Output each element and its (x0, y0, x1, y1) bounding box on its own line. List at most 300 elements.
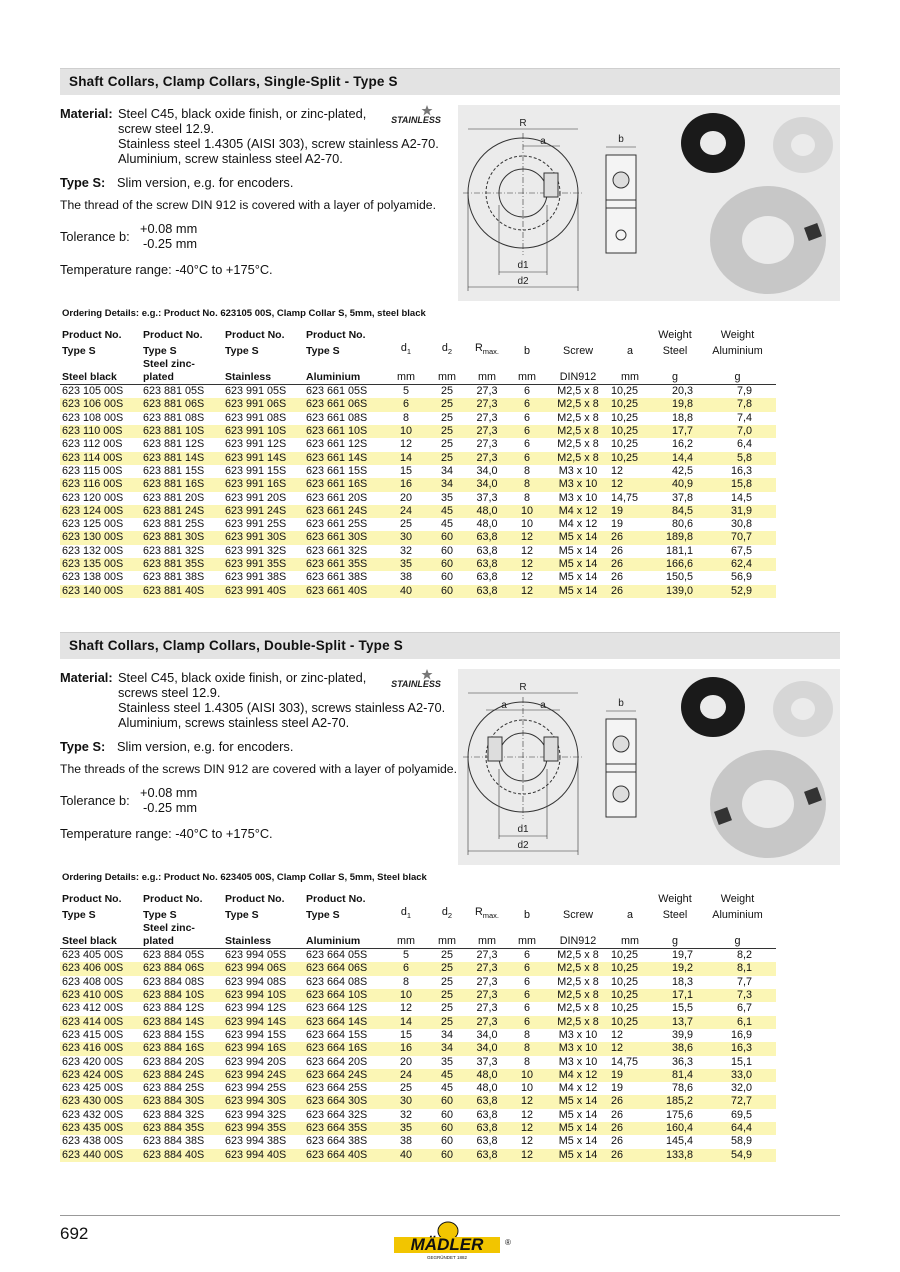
table-cell: 30,8 (730, 518, 752, 531)
table-cell: 20,3 (671, 385, 693, 398)
table-cell: 48,0 (467, 1069, 507, 1082)
table-cell: 623 991 16S (223, 478, 304, 491)
table-cell: 6,1 (699, 1016, 776, 1029)
table-cell: 10,25 (609, 989, 651, 1002)
table-cell: 623 994 38S (225, 1135, 287, 1148)
table-cell: M5 x 14 (547, 1122, 609, 1135)
column-header: a (626, 909, 633, 922)
table-cell: 25 (399, 1082, 412, 1095)
table-cell: 133,8 (651, 1149, 699, 1162)
table-cell: 42,5 (671, 464, 693, 477)
table-cell: 623 994 16S (223, 1042, 304, 1055)
table-cell: 63,8 (467, 1149, 507, 1162)
column-header: Product No. (306, 893, 366, 905)
table-cell: 19 (609, 1069, 651, 1082)
stainless-badge-icon (392, 104, 440, 128)
table-cell: 63,8 (467, 558, 507, 571)
table-cell: 623 664 25S (306, 1082, 368, 1095)
table-cell: 623 991 24S (223, 505, 304, 518)
table-cell: 623 405 00S (62, 949, 124, 962)
table-row (60, 1095, 776, 1108)
table-cell: 26 (611, 544, 624, 557)
column-header: mm (385, 358, 427, 385)
table-cell: 12 (507, 585, 547, 598)
table-row (60, 452, 776, 465)
column-header: Product No. (143, 329, 203, 341)
table-cell: 6 (523, 975, 530, 988)
table-cell: 8 (507, 478, 547, 491)
svg-text:GEGRÜNDET 1882: GEGRÜNDET 1882 (427, 1255, 467, 1260)
table-cell: 35 (385, 1122, 427, 1135)
table-row (60, 478, 776, 491)
technical-drawing (458, 105, 840, 301)
table-cell: 5 (402, 385, 409, 398)
table-cell: 25 (440, 385, 453, 398)
temperature-range: Temperature range: -40°C to +175°C. (60, 262, 273, 277)
table-cell: 160,4 (651, 1122, 699, 1135)
table-cell: 623 884 16S (141, 1042, 223, 1055)
column-header: Type S (143, 345, 177, 358)
table-row (60, 1122, 776, 1135)
column-header: b (523, 909, 530, 922)
column-header: Type S (225, 909, 259, 922)
table-cell: 623 135 00S (60, 558, 141, 571)
table-cell: 37,3 (476, 1055, 498, 1068)
table-cell: 25 (427, 425, 467, 438)
column-header (467, 893, 507, 906)
table-cell: 623 661 35S (304, 558, 385, 571)
table-cell: 34 (440, 464, 453, 477)
column-header: Type S (143, 909, 177, 922)
table-cell: 25 (427, 1016, 467, 1029)
table-cell: 623 125 00S (62, 518, 124, 531)
column-header: g (699, 358, 776, 385)
table-cell: 7,0 (699, 425, 776, 438)
column-header: Aluminium (304, 922, 385, 949)
table-cell: 60 (440, 571, 453, 584)
table-cell: 40,9 (651, 478, 699, 491)
table-cell: 70,7 (699, 531, 776, 544)
table-cell: 35 (440, 1055, 453, 1068)
table-cell: 24 (385, 1069, 427, 1082)
column-header: Steel (662, 909, 688, 922)
table-cell: 12 (520, 544, 533, 557)
table-cell: 623 991 32S (225, 544, 287, 557)
table-cell: M5 x 14 (547, 558, 609, 571)
table-cell: 27,3 (467, 425, 507, 438)
section-title: Shaft Collars, Clamp Collars, Single-Split - Type S (60, 68, 840, 95)
table-cell: 5,8 (699, 452, 776, 465)
table-cell: M5 x 14 (547, 585, 609, 598)
table-cell: 14,5 (730, 491, 752, 504)
table-cell: 623 994 08S (225, 975, 287, 988)
table-cell: 623 664 30S (304, 1095, 385, 1108)
table-cell: 623 881 38S (143, 571, 205, 584)
table-cell: M3 x 10 (558, 464, 598, 477)
table-cell: 150,5 (665, 571, 693, 584)
table-cell: 60 (427, 1122, 467, 1135)
column-header: g (699, 922, 776, 949)
table-cell: 45 (440, 1082, 453, 1095)
dim-d2: d2 (517, 840, 529, 851)
table-cell: 27,3 (467, 398, 507, 411)
table-row (60, 505, 776, 518)
table-cell: 18,8 (671, 411, 693, 424)
collar-photos (681, 113, 833, 294)
table-cell: 81,4 (651, 1069, 699, 1082)
table-cell: 623 881 24S (141, 505, 223, 518)
table-cell: 26 (609, 1122, 651, 1135)
column-header: $d_2$ (441, 342, 453, 357)
column-header (467, 329, 507, 342)
column-header (427, 893, 467, 906)
table-row (60, 571, 776, 584)
table-cell: M5 x 14 (547, 531, 609, 544)
table-row (60, 989, 776, 1002)
table-cell: 6 (507, 452, 547, 465)
stainless-badge-icon (392, 668, 440, 692)
table-cell: 10,25 (609, 425, 651, 438)
table-cell: 623 991 20S (225, 491, 287, 504)
table-cell: 37,3 (476, 491, 498, 504)
table-cell: 10 (385, 425, 427, 438)
table-cell: 623 664 40S (304, 1149, 385, 1162)
table-cell: 145,4 (665, 1135, 693, 1148)
table-cell: 12 (507, 1149, 547, 1162)
page-number: 692 (60, 1224, 89, 1243)
table-cell: 8,1 (699, 962, 776, 975)
table-cell: 45 (427, 505, 467, 518)
section-title: Shaft Collars, Clamp Collars, Double-Split - Type S (60, 632, 840, 659)
table-cell: 16 (385, 1042, 427, 1055)
table-cell: 623 994 24S (223, 1069, 304, 1082)
table-cell: 10,25 (611, 975, 639, 988)
column-header: $R_{max.}$ (474, 906, 500, 921)
table-cell: 58,9 (730, 1135, 752, 1148)
table-cell: 623 661 05S (306, 385, 368, 398)
table-cell: 64,4 (699, 1122, 776, 1135)
table-cell: 14 (385, 452, 427, 465)
table-cell: 30 (385, 531, 427, 544)
column-header: b (523, 345, 530, 358)
column-header: Weight (720, 329, 755, 341)
table-cell: 623 994 32S (225, 1108, 287, 1121)
table-cell: 623 106 00S (60, 398, 141, 411)
table-cell: 36,3 (671, 1055, 693, 1068)
table-cell: 623 884 24S (141, 1069, 223, 1082)
table-cell: 623 991 35S (223, 558, 304, 571)
table-cell: 623 408 00S (62, 975, 124, 988)
table-cell: 48,0 (467, 505, 507, 518)
table-cell: 623 881 14S (141, 452, 223, 465)
table-cell: 6 (523, 438, 530, 451)
table-cell: 48,0 (476, 518, 498, 531)
table-cell: 623 416 00S (60, 1042, 141, 1055)
table-cell: 27,3 (476, 975, 498, 988)
table-cell: 10,25 (609, 452, 651, 465)
table-cell: 623 991 12S (225, 438, 287, 451)
table-row (60, 1135, 776, 1148)
table-cell: 25 (440, 438, 453, 451)
svg-text:®: ® (505, 1238, 511, 1247)
table-cell: 623 991 15S (225, 464, 287, 477)
table-cell: 6,4 (736, 438, 752, 451)
table-cell: 623 884 12S (143, 1002, 205, 1015)
collar-photos (681, 677, 833, 858)
table-cell: 623 116 00S (60, 478, 141, 491)
table-cell: 25 (440, 949, 453, 962)
table-cell: 623 881 10S (141, 425, 223, 438)
table-cell: 10,25 (611, 438, 639, 451)
table-cell: 72,7 (699, 1095, 776, 1108)
table-cell: 63,8 (467, 585, 507, 598)
column-header (507, 329, 547, 342)
table-cell: 8 (523, 491, 530, 504)
table-cell: 623 664 12S (306, 1002, 368, 1015)
temperature-range: Temperature range: -40°C to +175°C. (60, 826, 273, 841)
table-cell: 45 (440, 518, 453, 531)
table-cell: 623 994 05S (225, 949, 287, 962)
table-cell: 623 438 00S (62, 1135, 124, 1148)
column-header: Screw (563, 909, 593, 922)
tolerance: Tolerance b: +0.08 mm -0.25 mm (60, 221, 198, 251)
thread-text: The threads of the screws DIN 912 are covered with a layer of polyamide. (60, 762, 457, 776)
table-cell: 623 664 24S (304, 1069, 385, 1082)
column-header: Type S (62, 345, 96, 358)
table-cell: 38 (399, 571, 412, 584)
table-cell: 12 (520, 1108, 533, 1121)
dim-d1: d1 (517, 824, 529, 835)
table-cell: 623 881 20S (143, 491, 205, 504)
table-cell: 623 881 32S (143, 544, 205, 557)
table-cell: 60 (440, 1108, 453, 1121)
table-cell: 6 (507, 962, 547, 975)
table-cell: 623 884 25S (143, 1082, 205, 1095)
column-header: $d_1$ (400, 342, 412, 357)
product-figure (458, 669, 840, 865)
table-cell: 18,3 (671, 975, 693, 988)
table-cell: 623 661 12S (306, 438, 368, 451)
column-header: mm (609, 358, 651, 385)
table-cell: 15 (399, 464, 412, 477)
table-row (60, 949, 776, 963)
dim-b: b (618, 134, 624, 145)
table-cell: 60 (427, 531, 467, 544)
table-cell: 175,6 (665, 1108, 693, 1121)
table-cell: 623 881 30S (141, 531, 223, 544)
table-cell: 6 (523, 411, 530, 424)
table-cell: 6 (507, 425, 547, 438)
table-cell: 623 105 00S (62, 385, 124, 398)
table-cell: 10,25 (611, 949, 639, 962)
dim-a-left: a (501, 700, 507, 711)
column-header (609, 893, 651, 906)
table-cell: 623 991 14S (223, 452, 304, 465)
column-header: Type S (306, 909, 340, 922)
table-cell: 623 994 10S (223, 989, 304, 1002)
column-header: g (651, 358, 699, 385)
table-cell: 19 (609, 505, 651, 518)
table-cell: 15,5 (671, 1002, 693, 1015)
column-header (609, 329, 651, 342)
column-header (507, 893, 547, 906)
table-cell: M2,5 x 8 (547, 962, 609, 975)
table-cell: 10,25 (611, 411, 639, 424)
table-cell: 623 881 05S (143, 385, 205, 398)
table-cell: 623 881 12S (143, 438, 205, 451)
table-cell: 8,2 (736, 949, 752, 962)
column-header: Product No. (62, 893, 122, 905)
table-cell: 27,3 (467, 989, 507, 1002)
table-cell: 12 (507, 558, 547, 571)
dim-R: R (519, 682, 527, 693)
table-cell: 8 (507, 1042, 547, 1055)
table-row (60, 558, 776, 571)
table-cell: 27,3 (476, 949, 498, 962)
svg-text:MÄDLER: MÄDLER (410, 1235, 484, 1254)
table-cell: 623 994 35S (223, 1122, 304, 1135)
table-cell: 8 (523, 1028, 530, 1041)
table-cell: 6 (523, 385, 530, 398)
column-header: Product No. (225, 893, 285, 905)
table-cell: 623 120 00S (62, 491, 124, 504)
table-cell: 623 425 00S (62, 1082, 124, 1095)
table-cell: 623 661 10S (304, 425, 385, 438)
table-cell: 12 (507, 531, 547, 544)
column-header: Type S (62, 909, 96, 922)
table-cell: 623 884 15S (143, 1028, 205, 1041)
product-table (60, 893, 776, 1162)
table-cell: 623 664 16S (304, 1042, 385, 1055)
table-cell: 623 420 00S (62, 1055, 124, 1068)
table-row (60, 1016, 776, 1029)
column-header: mm (507, 922, 547, 949)
table-row (60, 976, 776, 989)
table-cell: 623 661 25S (306, 518, 368, 531)
table-cell: M3 x 10 (558, 1028, 598, 1041)
table-cell: 623 661 15S (306, 464, 368, 477)
table-cell: 60 (427, 1149, 467, 1162)
column-header: Aluminium (712, 909, 763, 922)
column-header: DIN912 (547, 922, 609, 949)
table-row (60, 465, 776, 478)
table-cell: 5 (402, 949, 409, 962)
column-header: mm (427, 922, 467, 949)
column-header (385, 329, 427, 342)
table-cell: 16,3 (699, 1042, 776, 1055)
table-cell: 48,0 (476, 1082, 498, 1095)
column-header: mm (385, 922, 427, 949)
table-cell: 10 (507, 1069, 547, 1082)
table-cell: 38,6 (651, 1042, 699, 1055)
table-cell: 189,8 (651, 531, 699, 544)
table-cell: 10 (520, 518, 533, 531)
table-cell: 13,7 (651, 1016, 699, 1029)
table-cell: 12 (399, 1002, 412, 1015)
table-cell: 623 661 38S (306, 571, 368, 584)
column-header: mm (507, 358, 547, 385)
table-cell: 63,8 (476, 1108, 498, 1121)
column-header: Weight (658, 893, 692, 905)
table-cell: 623 664 08S (306, 975, 368, 988)
table-cell: 8 (523, 464, 530, 477)
madler-logo (392, 1220, 510, 1260)
table-cell: 25 (427, 989, 467, 1002)
table-row (60, 1002, 776, 1015)
table-cell: 32 (399, 1108, 412, 1121)
table-row (60, 1069, 776, 1082)
table-row (60, 1082, 776, 1095)
column-header: Steel black (60, 358, 141, 385)
column-header (547, 329, 609, 342)
table-row (60, 412, 776, 425)
table-cell: 623 884 06S (141, 962, 223, 975)
table-row (60, 1109, 776, 1122)
table-row (60, 492, 776, 505)
table-cell: 15 (399, 1028, 412, 1041)
table-cell: 623 991 06S (223, 398, 304, 411)
table-cell: 40 (385, 585, 427, 598)
table-cell: 623 994 14S (223, 1016, 304, 1029)
dim-b: b (618, 698, 624, 709)
table-cell: 623 124 00S (60, 505, 141, 518)
table-cell: 26 (611, 571, 624, 584)
table-cell: 6 (523, 949, 530, 962)
table-cell: M4 x 12 (547, 505, 609, 518)
table-cell: 623 884 08S (143, 975, 205, 988)
table-cell: 45 (427, 1069, 467, 1082)
svg-text:STAINLESS: STAINLESS (391, 679, 441, 689)
table-cell: 12 (520, 571, 533, 584)
table-cell: M4 x 12 (547, 1069, 609, 1082)
column-header: mm (609, 922, 651, 949)
table-cell: 623 884 35S (141, 1122, 223, 1135)
table-cell: 10,25 (611, 1002, 639, 1015)
table-cell: 623 881 35S (141, 558, 223, 571)
table-cell: 60 (427, 585, 467, 598)
table-cell: 32,0 (730, 1082, 752, 1095)
table-cell: 25 (427, 398, 467, 411)
table-row (60, 531, 776, 544)
table-row (60, 1149, 776, 1162)
column-header: Aluminium (304, 358, 385, 385)
table-cell: 623 114 00S (60, 452, 141, 465)
table-cell: 60 (440, 544, 453, 557)
table-cell: 24 (385, 505, 427, 518)
table-cell: 63,8 (476, 571, 498, 584)
table-cell: 25 (440, 411, 453, 424)
table-cell: 17,1 (651, 989, 699, 1002)
table-cell: 623 664 15S (306, 1028, 368, 1041)
column-header: DIN912 (547, 358, 609, 385)
table-cell: 623 994 30S (223, 1095, 304, 1108)
table-cell: 623 406 00S (60, 962, 141, 975)
table-cell: 623 991 05S (225, 385, 287, 398)
table-cell: 623 991 25S (225, 518, 287, 531)
footer-divider (60, 1215, 840, 1216)
table-cell: 17,7 (651, 425, 699, 438)
table-cell: 12 (609, 1042, 651, 1055)
table-cell: 12 (520, 1135, 533, 1148)
table-cell: 623 884 10S (141, 989, 223, 1002)
table-cell: M5 x 14 (547, 1095, 609, 1108)
table-cell: 38 (399, 1135, 412, 1148)
table-cell: 623 661 32S (306, 544, 368, 557)
table-cell: 623 440 00S (60, 1149, 141, 1162)
table-cell: 623 991 40S (223, 585, 304, 598)
table-cell: 12 (611, 464, 624, 477)
table-cell: 181,1 (665, 544, 693, 557)
